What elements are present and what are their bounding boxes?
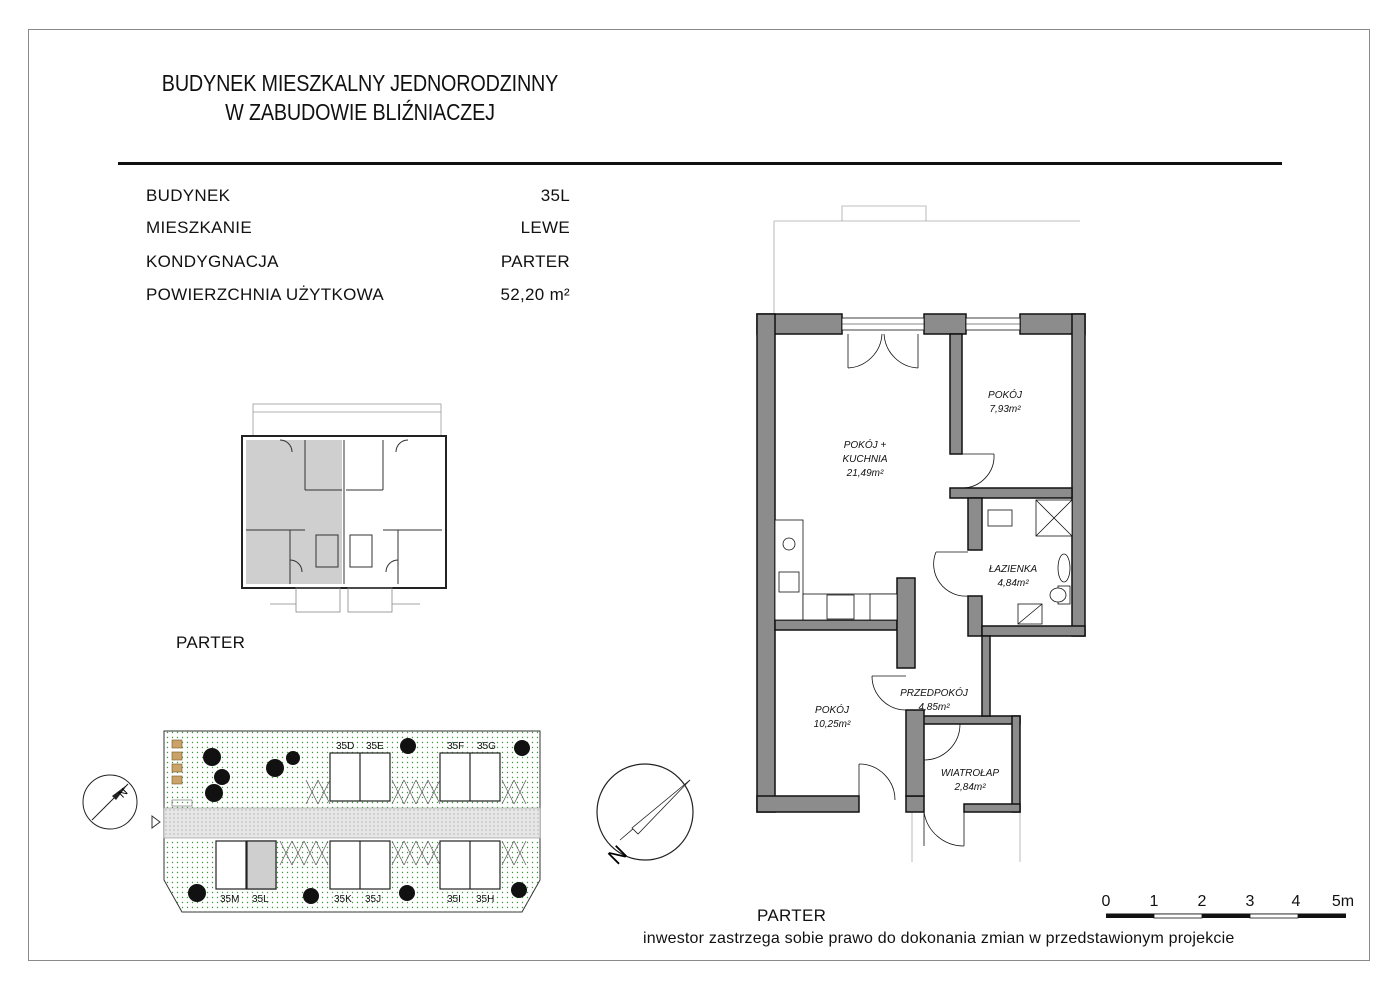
site-label-35i: 35I bbox=[447, 894, 461, 905]
small-compass-north-label: N bbox=[116, 786, 131, 801]
bathroom-fixtures bbox=[988, 500, 1072, 624]
small-compass bbox=[83, 775, 137, 829]
site-label-35d: 35D bbox=[336, 741, 355, 752]
room-area-pokoj-north: 7,93m² bbox=[989, 404, 1021, 415]
floor-plan-walls bbox=[757, 314, 1085, 812]
info-value-usable-area: 52,20 m² bbox=[500, 285, 570, 304]
scale-tick-1: 1 bbox=[1149, 893, 1159, 910]
room-name-hall: PRZEDPOKÓJ bbox=[900, 688, 968, 699]
room-area-vestibule: 2,84m² bbox=[954, 782, 986, 793]
scale-tick-3: 3 bbox=[1245, 893, 1255, 910]
site-label-35e: 35E bbox=[366, 741, 384, 752]
floor-plan bbox=[757, 206, 1085, 862]
info-label-apartment: MIESZKANIE bbox=[146, 218, 252, 237]
site-label-35m: 35M bbox=[220, 894, 240, 905]
site-label-35h: 35H bbox=[476, 894, 495, 905]
large-compass-north-label: N bbox=[603, 840, 632, 870]
room-name-pokoj-north: POKÓJ bbox=[988, 390, 1022, 401]
site-road bbox=[164, 808, 540, 838]
floor-plan-label: PARTER bbox=[757, 906, 827, 925]
site-entrance-arrow bbox=[152, 816, 160, 828]
scale-bar bbox=[1102, 893, 1355, 918]
info-value-apartment: LEWE bbox=[520, 218, 570, 237]
room-name-pokoj-south: POKÓJ bbox=[815, 705, 849, 716]
key-plan-highlight-35l bbox=[246, 440, 342, 584]
disclaimer-note: inwestor zastrzega sobie prawo do dokonania zmian w przedstawionym projekcie bbox=[643, 930, 1235, 947]
scale-tick-0: 0 bbox=[1101, 893, 1111, 910]
room-name-living-kitchen-line-2: KUCHNIA bbox=[842, 454, 888, 465]
site-label-35k: 35K bbox=[334, 894, 352, 905]
site-label-35j: 35J bbox=[365, 894, 382, 905]
site-label-35f: 35F bbox=[447, 741, 465, 752]
scale-tick-2: 2 bbox=[1197, 893, 1207, 910]
scale-tick-5: 5m bbox=[1331, 893, 1355, 910]
info-value-storey: PARTER bbox=[500, 252, 570, 271]
room-area-bathroom: 4,84m² bbox=[997, 578, 1029, 589]
info-label-building: BUDYNEK bbox=[146, 186, 231, 205]
room-area-pokoj-south: 10,25m² bbox=[813, 719, 851, 730]
kitchen-fixtures bbox=[775, 520, 897, 620]
drawing-title-line-1: BUDYNEK MIESZKALNY JEDNORODZINNY bbox=[161, 70, 559, 96]
site-label-35l: 35L bbox=[252, 894, 269, 905]
large-compass bbox=[597, 764, 693, 869]
room-name-vestibule: WIATROŁAP bbox=[940, 768, 1000, 779]
room-area-hall: 4,85m² bbox=[918, 702, 950, 713]
key-plan-label: PARTER bbox=[176, 633, 246, 652]
key-plan bbox=[242, 404, 446, 612]
drawing-title-line-2: W ZABUDOWIE BLIŹNIACZEJ bbox=[225, 99, 495, 125]
info-label-usable-area: POWIERZCHNIA UŻYTKOWA bbox=[146, 285, 385, 304]
room-name-living-kitchen-line-1: POKÓJ + bbox=[843, 440, 887, 451]
info-label-storey: KONDYGNACJA bbox=[146, 252, 279, 271]
room-name-bathroom: ŁAZIENKA bbox=[988, 564, 1038, 575]
room-area-living-kitchen: 21,49m² bbox=[846, 468, 884, 479]
site-label-35g: 35G bbox=[477, 741, 496, 752]
scale-tick-4: 4 bbox=[1291, 893, 1301, 910]
info-value-building: 35L bbox=[540, 186, 570, 205]
site-plan bbox=[152, 731, 540, 912]
site-highlight-35l bbox=[247, 841, 276, 889]
